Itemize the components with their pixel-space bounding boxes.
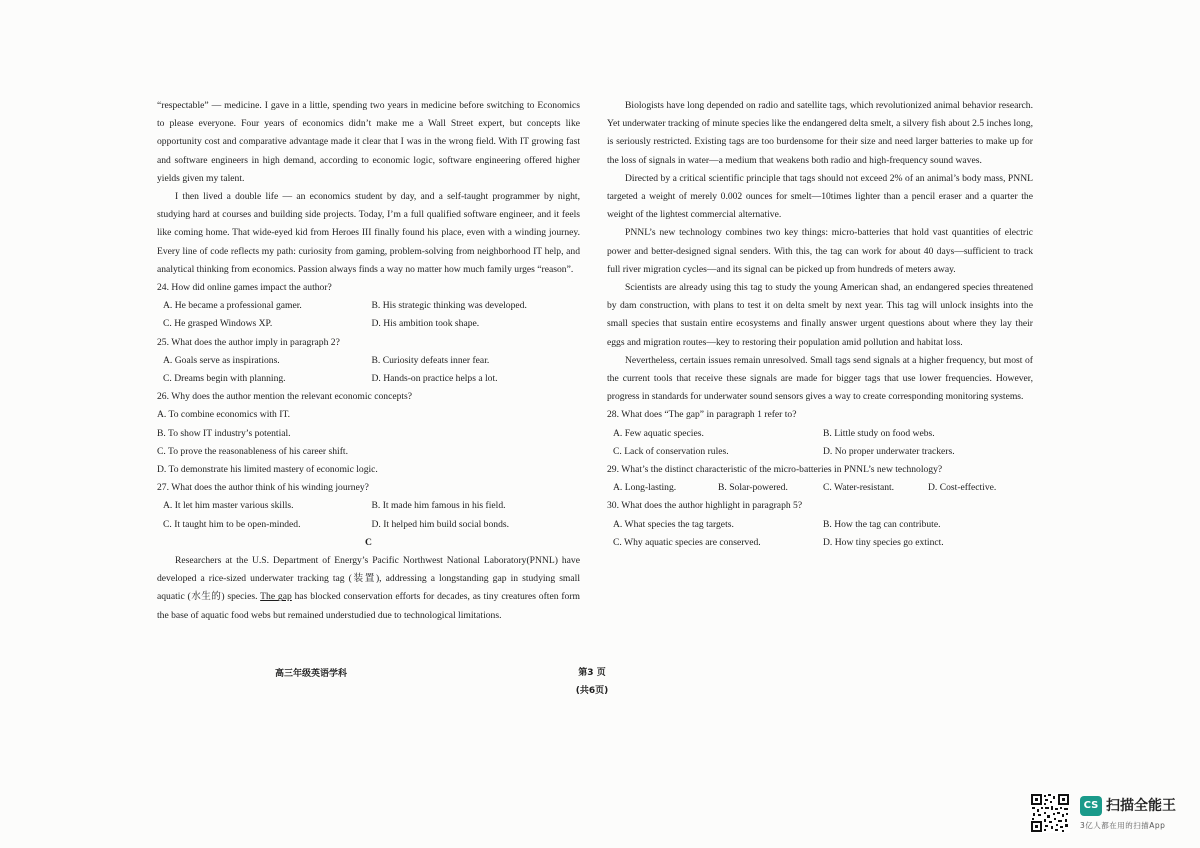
right-paragraph-2: Directed by a critical scientific principle that tags should not exceed 2% of an animal’s body mass, PNNL targeted a weight of merely 0.002 ounces for smelt—10times lighter than a pencil eraser and a quarter the weight of the lightest commercial alternative. [607,172,1033,221]
option-25b: B. Curiosity defeats inner fear. [371,354,490,366]
question-24: 24. How did online games impact the author? [157,282,332,294]
qr-code-icon [1030,793,1070,833]
left-column [157,97,580,625]
question-27-options-2 [157,516,580,534]
option-27b: B. It made him famous in his field. [371,500,506,512]
option-30d: D. How tiny species go extinct. [823,536,944,548]
question-24-options-2 [157,315,580,333]
option-27c: C. It taught him to be open-minded. [163,518,301,530]
question-24-options [157,297,580,315]
footer-page-info [562,664,622,700]
question-27: 27. What does the author think of his winding journey? [157,482,369,494]
question-29: 29. What’s the distinct characteristic of the micro-batteries in PNNL’s new technology? [607,464,943,476]
camscanner-logo: CS [1080,796,1102,816]
option-29a: A. Long-lasting. [613,482,677,494]
question-26: 26. Why does the author mention the relevant economic concepts? [157,391,413,403]
question-28-options-2 [607,443,1033,461]
option-29d: D. Cost-effective. [928,482,997,494]
option-28b: B. Little study on food webs. [823,427,935,439]
question-30-options-2 [607,534,1033,552]
left-paragraph-2: I then lived a double life — an economics student by day, and a self-taught programmer by night, studying hard at courses and building side projects. Today, I’m a full qualified software engineer, and it feels like coming home. That wide-eyed kid from Heroes III finally found his place, even with a winding journey. Every line of code reflects my path: curiosity from gaming, problem-solving from neighborhood IT help, and analytical thinking from economics. Passion always finds a way no matter how much family urges “reason”. [157,191,580,275]
passage-c-text-1: Researchers at the U.S. Department of Energy’s Pacific Northwest National Laboratory(PNNL) have developed a rice-sized underwater tracking tag (装置), addressing a longstanding gap in studying small aquatic (水生的) species. [157,555,580,603]
option-26d: D. To demonstrate his limited mastery of economic logic. [157,464,378,476]
question-25-options [157,352,580,370]
footer-subject: 高三年级英语学科 [275,669,348,679]
scanner-watermark [1030,793,1182,833]
option-25a: A. Goals serve as inspirations. [163,354,280,366]
option-28c: C. Lack of conservation rules. [613,445,729,457]
option-25d: D. Hands-on practice helps a lot. [371,373,498,385]
footer-page-total: (共6页) [575,686,609,696]
option-29c: C. Water-resistant. [823,482,895,494]
footer-page-number: 第3 页 [578,668,606,678]
the-gap-underline: The gap [260,591,292,603]
option-30a: A. What species the tag targets. [613,518,734,530]
right-paragraph-1: Biologists have long depended on radio and satellite tags, which revolutionized animal behavior research. Yet underwater tracking of minute species like the endangered delta smelt, a silvery fish about 2.5 inches long, is seriously restricted. Existing tags are too burdensome for their size and need larger batteries to make up for the loss of signals in water—a medium that weakens both radio and high-frequency sound waves. [607,100,1033,166]
option-27d: D. It helped him build social bonds. [371,518,509,530]
question-30: 30. What does the author highlight in paragraph 5? [607,500,803,512]
question-27-options [157,497,580,515]
passage-c-paragraph-1 [157,552,580,625]
question-25-options-2 [157,370,580,388]
right-paragraph-3: PNNL’s new technology combines two key things: micro-batteries that hold vast quantities of electric power and better-designed signal senders. With this, the tag can work for about 40 days—sufficient to track full river migration cycles—and its signal can be picked up from hundreds of meters away. [607,227,1033,275]
question-25: 25. What does the author imply in paragraph 2? [157,336,340,348]
option-26c: C. To prove the reasonableness of his career shift. [157,445,348,457]
right-column [607,97,1033,552]
question-30-options [607,516,1033,534]
option-24d: D. His ambition took shape. [371,318,480,330]
option-29b: B. Solar-powered. [718,482,788,494]
option-28d: D. No proper underwater trackers. [823,445,955,457]
scanner-app-tagline: 3亿人都在用的扫描App [1080,821,1166,830]
option-25c: C. Dreams begin with planning. [163,373,286,385]
scanner-app-name: 扫描全能王 [1106,798,1176,814]
option-30b: B. How the tag can contribute. [823,518,941,530]
section-c-heading: C [365,536,372,548]
right-paragraph-5: Nevertheless, certain issues remain unresolved. Small tags send signals at a higher frequency, but most of the current tools that receive these signals are made for bigger tags that use lower frequencies. However, progress in standards for underwater sound sensors gives a way to create corresponding monitoring systems. [607,354,1033,403]
option-26a: A. To combine economics with IT. [157,409,290,421]
left-paragraph-1: “respectable” — medicine. I gave in a little, spending two years in medicine before switching to Economics to please everyone. Four years of economics didn’t make me a Wall Street expert, but concepts like opportunity cost and comparative advantage made it clear that I was in the wrong field. With IT growing fast and software engineers in high demand, according to economic logic, software engineering offered higher yields given my talent. [157,100,580,184]
question-29-options [607,479,1033,497]
question-28: 28. What does “The gap” in paragraph 1 refer to? [607,409,797,421]
passage-c-text-2: has blocked conservation efforts for decades, as tiny creatures often form the base of aquatic food webs but remained understudied due to technological limitations. [157,591,581,621]
option-26b: B. To show IT industry’s potential. [157,427,291,439]
option-28a: A. Few aquatic species. [613,427,704,439]
option-24a: A. He became a professional gamer. [163,300,302,312]
option-24b: B. His strategic thinking was developed. [371,300,527,312]
option-27a: A. It let him master various skills. [163,500,294,512]
right-paragraph-4: Scientists are already using this tag to study the young American shad, an endangered species threatened by dam construction, with plans to test it on delta smelt by next year. This tag will unlock insights into the small species that sustain entire ecosystems and finally answer urgent questions about where they lay their eggs and migration routes—key to restoring their population amid pollution and habitat loss. [607,282,1033,348]
option-24c: C. He grasped Windows XP. [163,318,273,330]
option-30c: C. Why aquatic species are conserved. [613,536,761,548]
question-28-options [607,425,1033,443]
